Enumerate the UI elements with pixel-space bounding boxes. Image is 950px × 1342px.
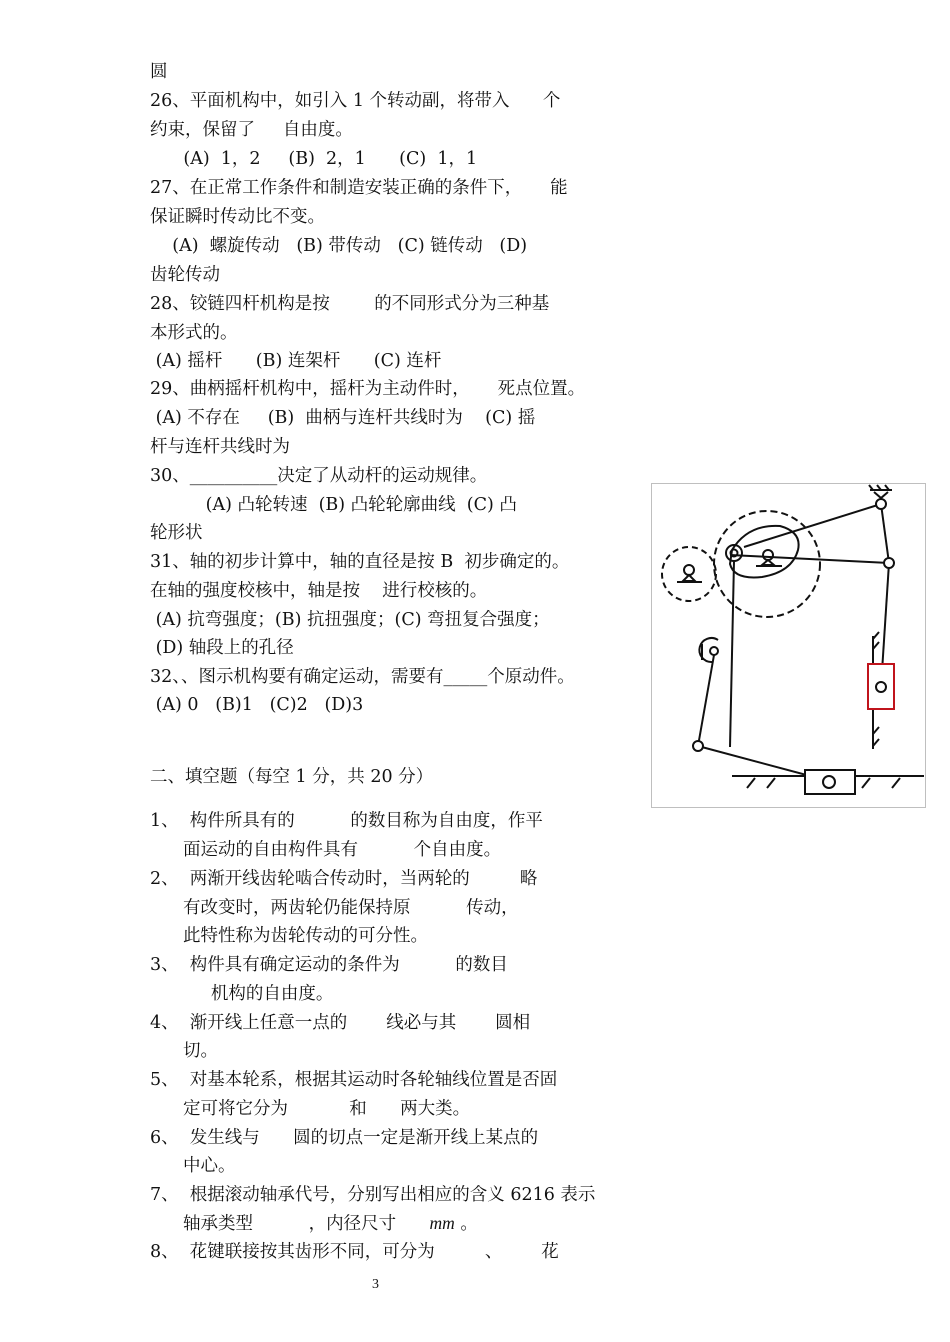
left-gear-support [683, 575, 695, 581]
text-line: 圆 [150, 62, 168, 82]
question-28-line1: 28、铰链四杆机构是按 的不同形式分为三种基 [150, 294, 550, 314]
mechanism-figure [651, 483, 926, 808]
joint-slider [876, 682, 886, 692]
joint-top [876, 499, 886, 509]
fill-6-line2: 中心。 [183, 1156, 236, 1176]
page-number: 3 [372, 1277, 379, 1292]
fill-4-line1: 4、 渐开线上任意一点的 线必与其 圆相 [150, 1013, 531, 1033]
question-31-options: (A) 抗弯强度；(B) 抗扭强度；(C) 弯扭复合强度； [150, 610, 550, 630]
link-roller-down [730, 561, 734, 747]
fill-8-line1: 8、 花键联接按其齿形不同，可分为 、 花 [150, 1242, 559, 1262]
joint-left-bottom [693, 741, 703, 751]
question-27-line2: 保证瞬时传动比不变。 [150, 207, 325, 227]
fill-7-text: 轴承类型 ，内径尺寸 [183, 1214, 430, 1234]
question-30-options: (A) 凸轮转速 (B) 凸轮轮廓曲线 (C) 凸 [150, 495, 517, 515]
question-26-line1: 26、平面机构中，如引入 1 个转动副，将带入 个 [150, 91, 561, 111]
fill-7-line2 [183, 1212, 478, 1235]
question-30-line1: 30、__________决定了从动杆的运动规律。 [150, 466, 488, 486]
fill-3-line1: 3、 构件具有确定运动的条件为 的数目 [150, 955, 508, 975]
top-support [874, 492, 888, 498]
fill-6-line1: 6、 发生线与 圆的切点一定是渐开线上某点的 [150, 1128, 539, 1148]
fill-7-line1: 7、 根据滚动轴承代号，分别写出相应的含义 6216 表示 [150, 1185, 596, 1205]
fill-5-line1: 5、 对基本轮系，根据其运动时各轮轴线位置是否固 [150, 1070, 558, 1090]
question-27-line1: 27、在正常工作条件和制造安装正确的条件下， 能 [150, 178, 568, 198]
fill-3-line2: 机构的自由度。 [183, 984, 334, 1004]
question-26-options: (A) 1，2 (B) 2，1 (C) 1，1 [150, 149, 478, 169]
fill-4-line2: 切。 [183, 1041, 218, 1061]
question-31-line2: 在轴的强度校核中，轴是按 进行校核的。 [150, 581, 488, 601]
fill-2-line1: 2、 两渐开线齿轮啮合传动时，当两轮的 略 [150, 869, 538, 889]
question-32-line1: 32、、图示机构要有确定运动，需要有_____个原动件。 [150, 667, 575, 687]
link-right-coupler [730, 555, 889, 563]
left-gear-pivot [684, 565, 694, 575]
question-29-line1: 29、曲柄摇杆机构中，摇杆为主动件时， 死点位置。 [150, 379, 586, 399]
question-27-options-cont: 齿轮传动 [150, 265, 220, 285]
cam-pivot [763, 550, 773, 560]
fill-1-line2: 面运动的自由构件具有 个自由度。 [183, 840, 502, 860]
question-31-options-cont: (D) 轴段上的孔径 [150, 638, 294, 658]
fill-1-line1: 1、 构件所具有的 的数目称为自由度，作平 [150, 811, 543, 831]
section-heading: 二、填空题（每空 1 分，共 20 分） [150, 767, 434, 787]
fill-2-line3: 此特性称为齿轮传动的可分性。 [183, 926, 428, 946]
fill-2-line2: 有改变时，两齿轮仍能保持原 传动， [183, 898, 519, 918]
question-32-options: (A) 0 (B)1 (C)2 (D)3 [150, 695, 364, 715]
cam-support [762, 560, 774, 565]
joint-rocker [884, 558, 894, 568]
question-30-options-cont: 轮形状 [150, 523, 203, 543]
fill-5-line2: 定可将它分为 和 两大类。 [183, 1099, 471, 1119]
link-left-long [698, 655, 714, 746]
question-26-line2: 约束，保留了 自由度。 [150, 120, 353, 140]
question-28-line2: 本形式的。 [150, 323, 238, 343]
mechanism-diagram [652, 484, 925, 807]
fill-7-end: 。 [454, 1214, 478, 1234]
left-fixed-pivot [710, 647, 718, 655]
question-28-options: (A) 摇杆 (B) 连架杆 (C) 连杆 [150, 351, 442, 371]
question-27-options: (A) 螺旋传动 (B) 带传动 (C) 链传动 (D) [150, 236, 528, 256]
bottom-slider [805, 770, 855, 794]
question-29-options-cont: 杆与连杆共线时为 [150, 437, 290, 457]
link-top-rocker [881, 504, 889, 563]
question-31-line1: 31、轴的初步计算中，轴的直径是按 B 初步确定的。 [150, 552, 570, 572]
unit-mm: mm [429, 1213, 455, 1233]
question-29-options: (A) 不存在 (B) 曲柄与连杆共线时为 (C) 摇 [150, 408, 536, 428]
